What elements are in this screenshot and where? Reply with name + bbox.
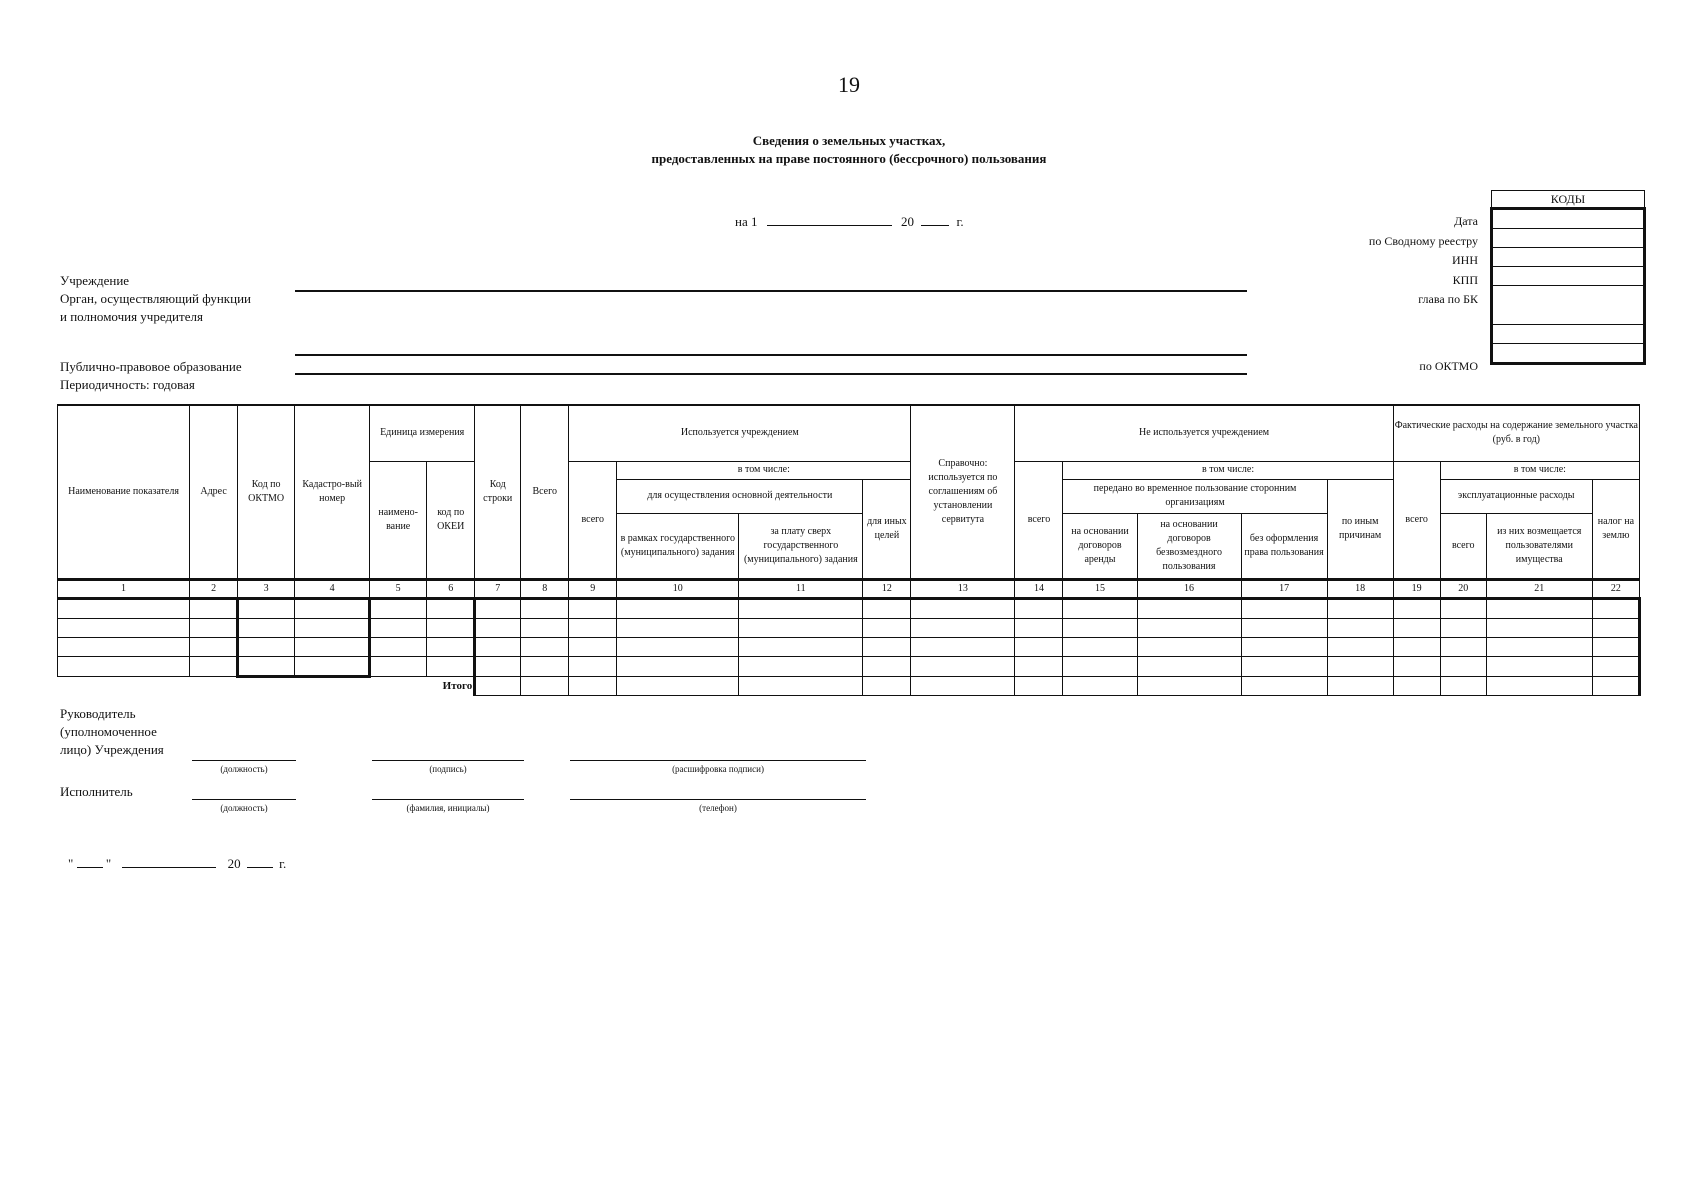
table-cell[interactable] (1241, 637, 1327, 656)
col-num: 19 (1393, 579, 1440, 598)
date-year-prefix: 20 (900, 214, 914, 229)
table-cell[interactable] (617, 656, 739, 676)
table-cell[interactable] (427, 656, 475, 676)
col-num: 18 (1327, 579, 1393, 598)
table-cell[interactable] (1592, 637, 1639, 656)
table-cell[interactable] (370, 656, 427, 676)
table-cell[interactable] (1063, 637, 1137, 656)
table-cell[interactable] (1393, 618, 1440, 637)
table-cell[interactable] (617, 598, 739, 618)
table-cell[interactable] (1137, 618, 1241, 637)
table-cell[interactable] (1137, 637, 1241, 656)
table-cell[interactable] (739, 598, 863, 618)
col-num: 9 (569, 579, 617, 598)
table-cell[interactable] (1393, 598, 1440, 618)
bottom-date-month-field[interactable] (122, 854, 216, 868)
table-cell[interactable] (1327, 656, 1393, 676)
th-used-other: для иных целей (863, 479, 911, 579)
col-num: 4 (295, 579, 370, 598)
institution-field[interactable] (295, 290, 1247, 292)
title-line-2: предоставленных на праве постоянного (бессрочного) пользования (651, 151, 1047, 166)
table-cell[interactable] (370, 598, 427, 618)
table-cell[interactable] (475, 598, 521, 618)
column-numbers-row (58, 579, 1640, 598)
total-cell[interactable] (1015, 676, 1063, 696)
table-cell[interactable] (521, 656, 569, 676)
total-cell[interactable] (1486, 676, 1592, 696)
executor-position-field[interactable] (192, 799, 296, 800)
col-num: 6 (427, 579, 475, 598)
col-num: 2 (190, 579, 238, 598)
date-prefix: на 1 (735, 214, 758, 229)
th-notused-incl: в том числе: (1063, 461, 1393, 479)
col-num: 16 (1137, 579, 1241, 598)
table-cell[interactable] (370, 618, 427, 637)
table-cell[interactable] (475, 637, 521, 656)
cap-position-2: (должность) (220, 803, 268, 813)
table-cell[interactable] (190, 656, 238, 676)
table-cell[interactable] (863, 637, 911, 656)
table-cell[interactable] (1327, 637, 1393, 656)
th-row-code: Код строки (475, 405, 521, 579)
table-cell[interactable] (1063, 598, 1137, 618)
table-cell[interactable] (58, 637, 190, 656)
th-servitude: Справочно: используется по соглашениям об установлении сервитута (911, 405, 1015, 579)
th-used-incl: в том числе: (617, 461, 911, 479)
th-notused-transferred: передано во временное пользование сторонним организациям (1063, 479, 1327, 513)
th-expenses: Фактические расходы на содержание земельного участка (руб. в год) (1393, 405, 1639, 461)
th-name: Наименование показателя (58, 405, 190, 579)
table-cell[interactable] (1327, 598, 1393, 618)
table-cell[interactable] (1241, 618, 1327, 637)
code-label-date: Дата (1454, 214, 1478, 228)
th-exp-tax: налог на землю (1592, 479, 1639, 579)
table-row (58, 656, 1640, 676)
table-cell[interactable] (238, 637, 295, 656)
table-cell[interactable] (1063, 656, 1137, 676)
col-num: 10 (617, 579, 739, 598)
table-cell[interactable] (863, 656, 911, 676)
table-cell[interactable] (238, 656, 295, 676)
head-label-1: Руководитель (60, 706, 136, 721)
th-used-main: для осуществления основной деятельности (617, 479, 863, 513)
col-num: 12 (863, 579, 911, 598)
table-cell[interactable] (1393, 637, 1440, 656)
founder-label-2: и полномочия учредителя (60, 309, 203, 324)
bottom-date-quote-open: " (68, 856, 74, 871)
th-exp-incl: в том числе: (1440, 461, 1639, 479)
table-cell[interactable] (863, 598, 911, 618)
th-total: Всего (521, 405, 569, 579)
code-label-registry: по Сводному реестру (1368, 233, 1478, 248)
th-exp-oper: эксплуатационные расходы (1440, 479, 1592, 513)
table-cell[interactable] (569, 656, 617, 676)
table-cell[interactable] (190, 637, 238, 656)
table-cell[interactable] (739, 656, 863, 676)
date-line (735, 212, 964, 230)
cap-decode: (расшифровка подписи) (672, 764, 764, 774)
th-notused-total: всего (1015, 461, 1063, 579)
table-cell[interactable] (521, 618, 569, 637)
th-notused-noreg: без оформления права пользования (1241, 513, 1327, 579)
municipality-label: Публично-правовое образование (60, 359, 242, 374)
total-cell[interactable] (1393, 676, 1440, 696)
code-cell-date[interactable] (1492, 209, 1645, 229)
th-cadastral: Кадастро-вый номер (295, 405, 370, 579)
table-cell[interactable] (739, 618, 863, 637)
total-cell[interactable] (1440, 676, 1486, 696)
col-num: 11 (739, 579, 863, 598)
table-cell[interactable] (1015, 656, 1063, 676)
table-cell[interactable] (1137, 598, 1241, 618)
table-cell[interactable] (1015, 598, 1063, 618)
col-num: 13 (911, 579, 1015, 598)
table-cell[interactable] (911, 598, 1015, 618)
table-cell[interactable] (1241, 598, 1327, 618)
code-label-bk: глава по БК (1418, 292, 1478, 306)
table-cell[interactable] (1486, 656, 1592, 676)
th-notused-other: по иным причинам (1327, 479, 1393, 579)
bottom-date-day-field[interactable] (77, 854, 103, 868)
bottom-date-quote-close: " (105, 856, 112, 871)
th-exp-reimb: из них возмещается пользователями имущества (1486, 513, 1592, 579)
table-cell[interactable] (739, 637, 863, 656)
head-label-2: (уполномоченное (60, 724, 157, 739)
th-address: Адрес (190, 405, 238, 579)
table-cell[interactable] (1063, 618, 1137, 637)
founder-label-1: Орган, осуществляющий функции (60, 291, 251, 306)
code-cell-extra[interactable] (1492, 325, 1645, 344)
table-cell[interactable] (238, 618, 295, 637)
page-number: 19 (838, 72, 860, 97)
table-cell[interactable] (1137, 656, 1241, 676)
th-notused-lease: на основании договоров аренды (1063, 513, 1137, 579)
code-cell-bk[interactable] (1492, 286, 1645, 325)
date-year-suffix: г. (956, 214, 964, 229)
page-title (0, 132, 1698, 168)
table-cell[interactable] (427, 598, 475, 618)
codes-header: КОДЫ (1492, 191, 1645, 209)
total-cell[interactable] (1063, 676, 1137, 696)
table-cell[interactable] (521, 637, 569, 656)
table-cell[interactable] (1241, 656, 1327, 676)
table-cell[interactable] (190, 598, 238, 618)
col-num: 20 (1440, 579, 1486, 598)
total-cell[interactable] (1592, 676, 1639, 696)
table-cell[interactable] (1486, 618, 1592, 637)
head-label-3: лицо) Учреждения (60, 742, 164, 757)
th-oktmo: Код по ОКТМО (238, 405, 295, 579)
table-cell[interactable] (521, 598, 569, 618)
table-cell[interactable] (1393, 656, 1440, 676)
institution-label: Учреждение (60, 273, 130, 288)
th-exp-total: всего (1393, 461, 1440, 579)
table-cell[interactable] (1486, 637, 1592, 656)
code-label-oktmo: по ОКТМО (1419, 359, 1478, 373)
code-label-kpp: КПП (1452, 272, 1478, 287)
total-cell[interactable] (1327, 676, 1393, 696)
col-num: 15 (1063, 579, 1137, 598)
table-cell[interactable] (1440, 618, 1486, 637)
total-cell[interactable] (739, 676, 863, 696)
bottom-date-year-suffix: г. (279, 856, 287, 871)
col-num: 3 (238, 579, 295, 598)
table-cell[interactable] (1440, 656, 1486, 676)
total-cell[interactable] (521, 676, 569, 696)
th-unit-name: наимено-вание (370, 461, 427, 579)
total-label: Итого (442, 680, 473, 692)
col-num: 21 (1486, 579, 1592, 598)
table-cell[interactable] (569, 637, 617, 656)
table-cell[interactable] (1015, 637, 1063, 656)
code-label-inn: ИНН (1452, 253, 1478, 267)
table-cell[interactable] (1592, 656, 1639, 676)
total-cell[interactable] (863, 676, 911, 696)
table-cell[interactable] (863, 618, 911, 637)
th-notused: Не используется учреждением (1015, 405, 1393, 461)
table-cell[interactable] (475, 618, 521, 637)
date-year-field[interactable] (921, 212, 949, 226)
col-num: 1 (58, 579, 190, 598)
table-cell[interactable] (295, 618, 370, 637)
table-cell[interactable] (1440, 598, 1486, 618)
col-num: 22 (1592, 579, 1639, 598)
table-cell[interactable] (58, 618, 190, 637)
table-cell[interactable] (295, 598, 370, 618)
th-exp-oper-total: всего (1440, 513, 1486, 579)
col-num: 5 (370, 579, 427, 598)
table-cell[interactable] (1486, 598, 1592, 618)
table-row (58, 598, 1640, 618)
total-row (58, 676, 1640, 696)
table-cell[interactable] (569, 598, 617, 618)
th-unit-okei: код по ОКЕИ (427, 461, 475, 579)
th-used-paid: за плату сверх государственного (муниципального) задания (739, 513, 863, 579)
bottom-date (68, 854, 286, 872)
cap-phone: (телефон) (699, 803, 737, 813)
table-cell[interactable] (1440, 637, 1486, 656)
table-cell[interactable] (427, 618, 475, 637)
table-cell[interactable] (58, 656, 190, 676)
th-used: Используется учреждением (569, 405, 911, 461)
table-cell[interactable] (295, 637, 370, 656)
table-cell[interactable] (911, 656, 1015, 676)
total-cell[interactable] (617, 676, 739, 696)
table-cell[interactable] (475, 656, 521, 676)
th-notused-free: на основании договоров безвозмездного пользования (1137, 513, 1241, 579)
table-cell[interactable] (569, 618, 617, 637)
table-cell[interactable] (911, 618, 1015, 637)
municipality-field-2[interactable] (295, 373, 1247, 375)
code-cell-inn[interactable] (1492, 248, 1645, 267)
table-cell[interactable] (295, 656, 370, 676)
col-num: 8 (521, 579, 569, 598)
municipality-field-1[interactable] (295, 354, 1247, 356)
total-cell[interactable] (475, 676, 521, 696)
total-cell[interactable] (911, 676, 1015, 696)
table-cell[interactable] (370, 637, 427, 656)
table-cell[interactable] (1015, 618, 1063, 637)
table-cell[interactable] (238, 598, 295, 618)
cap-position: (должность) (220, 764, 268, 774)
periodicity-label: Периодичность: годовая (60, 377, 195, 392)
th-used-total: всего (569, 461, 617, 579)
total-cell[interactable] (1241, 676, 1327, 696)
col-num: 17 (1241, 579, 1327, 598)
head-decode-field[interactable] (570, 760, 866, 761)
land-plots-table (57, 404, 1641, 696)
table-cell[interactable] (617, 637, 739, 656)
date-day-month-field[interactable] (767, 212, 892, 226)
table-cell[interactable] (1327, 618, 1393, 637)
cap-signature: (подпись) (429, 764, 467, 774)
col-num: 14 (1015, 579, 1063, 598)
code-cell-oktmo[interactable] (1492, 344, 1645, 364)
executor-phone-field[interactable] (570, 799, 866, 800)
table-row (58, 637, 1640, 656)
th-unit: Единица измерения (370, 405, 475, 461)
table-cell[interactable] (1592, 618, 1639, 637)
executor-fio-field[interactable] (372, 799, 524, 800)
head-position-field[interactable] (192, 760, 296, 761)
total-cell[interactable] (1137, 676, 1241, 696)
table-cell[interactable] (617, 618, 739, 637)
title-line-1: Сведения о земельных участках, (752, 133, 946, 148)
th-used-state: в рамках государственного (муниципального) задания (617, 513, 739, 579)
total-cell[interactable] (569, 676, 617, 696)
table-cell[interactable] (58, 598, 190, 618)
bottom-date-year-field[interactable] (247, 854, 273, 868)
table-cell[interactable] (190, 618, 238, 637)
cap-fio: (фамилия, инициалы) (406, 803, 490, 813)
codes-labels (1270, 212, 1478, 310)
table-cell[interactable] (1592, 598, 1639, 618)
table-cell[interactable] (911, 637, 1015, 656)
bottom-date-year-prefix: 20 (227, 856, 241, 871)
head-signature-field[interactable] (372, 760, 524, 761)
executor-label: Исполнитель (60, 784, 133, 799)
table-cell[interactable] (427, 637, 475, 656)
codes-table (1490, 190, 1646, 365)
code-cell-kpp[interactable] (1492, 267, 1645, 286)
code-cell-registry[interactable] (1492, 229, 1645, 248)
table-row (58, 618, 1640, 637)
col-num: 7 (475, 579, 521, 598)
